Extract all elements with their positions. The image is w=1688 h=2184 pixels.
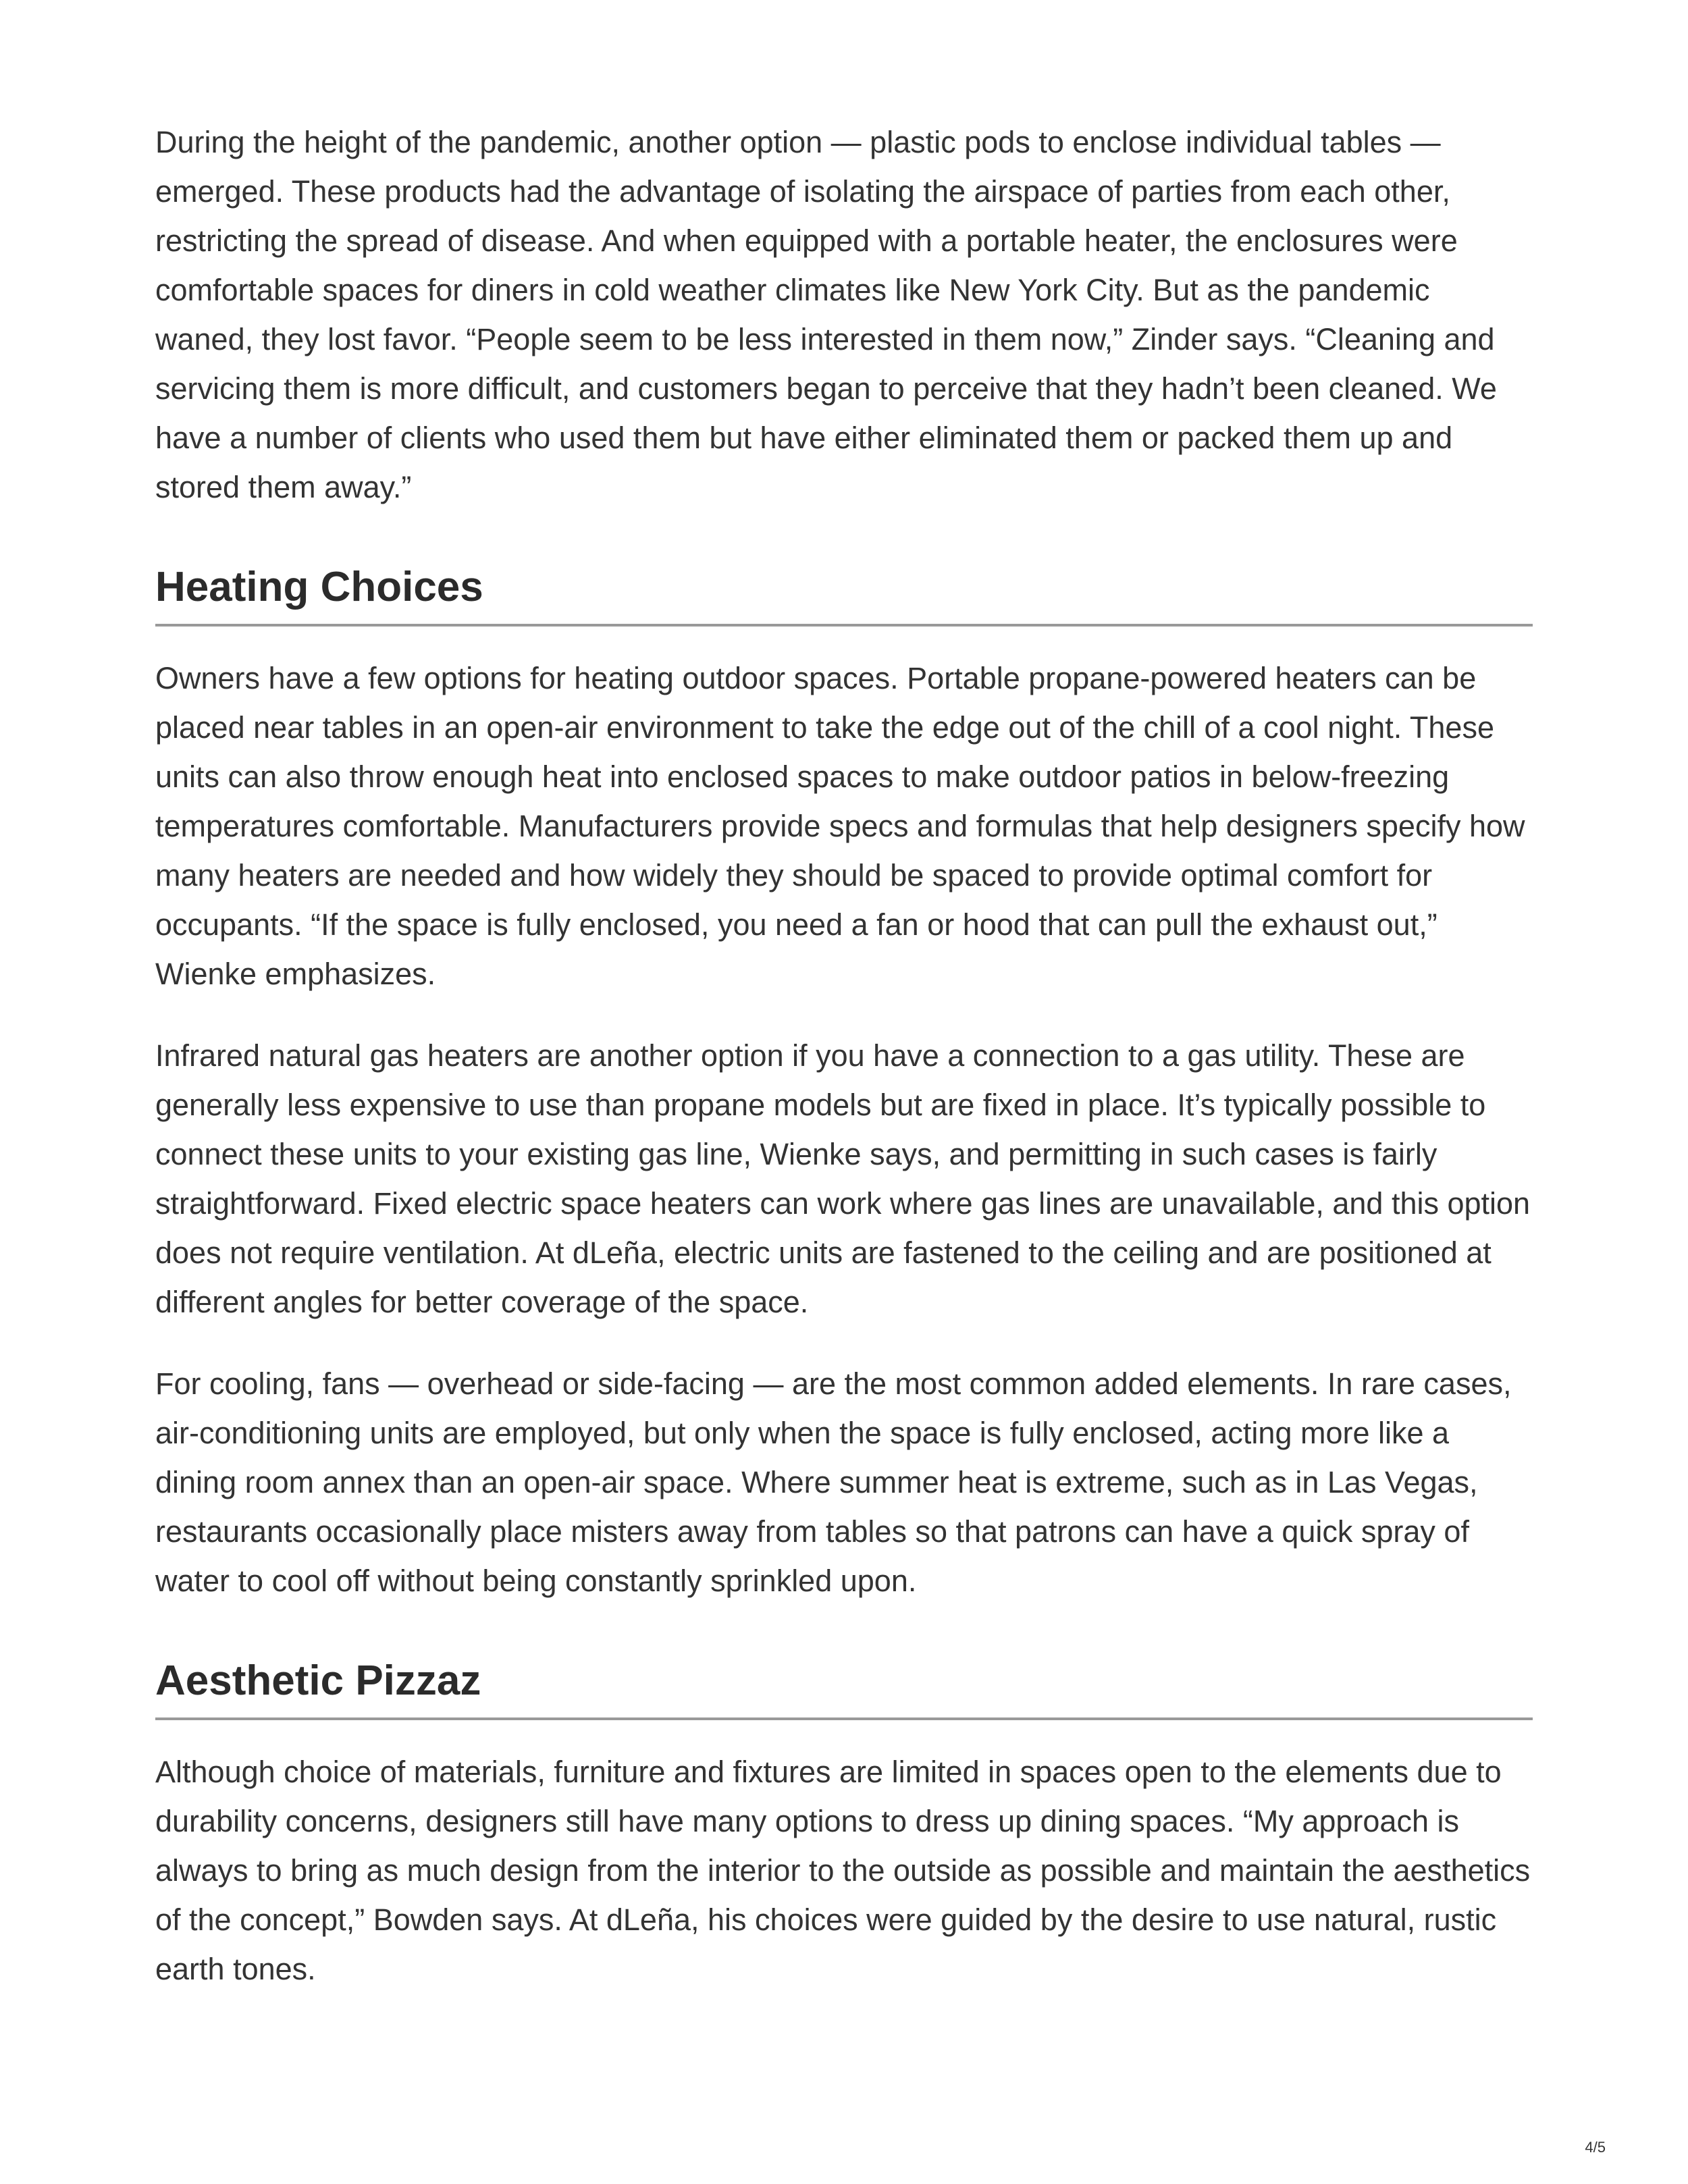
article-page [155, 117, 1533, 2026]
paragraph-cooling: For cooling, fans — overhead or side-facing — are the most common added elements. In rare cases, air-conditioning units are employed, but only when the space is fully enclosed, acting more like a dining room annex than an open-air space. Where summer heat is extreme, such as in Las Vegas, restaurants occasionally place misters away from tables so that patrons can have a quick spray of water to cool off without being constantly sprinkled upon. [155, 1366, 1512, 1598]
heading-aesthetic-pizzaz: Aesthetic Pizzaz [155, 1654, 1533, 1720]
paragraph-heating-options: Owners have a few options for heating outdoor spaces. Portable propane-powered heaters can be placed near tables in an open-air environment to take the edge out of the chill of a cool night. These units can also throw enough heat into enclosed spaces to make outdoor patios in below-freezing temperatures comfortable. Manufacturers provide specs and formulas that help designers specify how many heaters are needed and how widely they should be spaced to provide optimal comfort for occupants. “If the space is fully enclosed, you need a fan or hood that can pull the exhaust out,” Wienke emphasizes. [155, 661, 1525, 991]
heading-heating-choices: Heating Choices [155, 560, 1533, 627]
paragraph-materials: Although choice of materials, furniture and fixtures are limited in spaces open to the elements due to durability concerns, designers still have many options to dress up dining spaces. “My approach is always to bring as much design from the interior to the outside as possible and maintain the aesthetics of the concept,” Bowden says. At dLeña, his choices were guided by the desire to use natural, rustic earth tones. [155, 1755, 1531, 1986]
paragraph-pandemic-pods: During the height of the pandemic, another option — plastic pods to enclose individual tables — emerged. These products had the advantage of isolating the airspace of parties from each other, restricting the spread of disease. And when equipped with a portable heater, the enclosures were comfortable spaces for diners in cold weather climates like New York City. But as the pandemic waned, they lost favor. “People seem to be less interested in them now,” Zinder says. “Cleaning and servicing them is more difficult, and customers began to perceive that they hadn’t been cleaned. We have a number of clients who used them but have either eliminated them or packed them up and stored them away.” [155, 125, 1497, 504]
paragraph-infrared-heaters: Infrared natural gas heaters are another option if you have a connection to a gas utility. These are generally less expensive to use than propane models but are fixed in place. It’s typically possible to connect these units to your existing gas line, Wienke says, and permitting in such cases is fairly straightforward. Fixed electric space heaters can work where gas lines are unavailable, and this option does not require ventilation. At dLeña, electric units are fastened to the ceiling and are positioned at different angles for better coverage of the space. [155, 1038, 1531, 1319]
page-number: 4/5 [1585, 2139, 1606, 2156]
